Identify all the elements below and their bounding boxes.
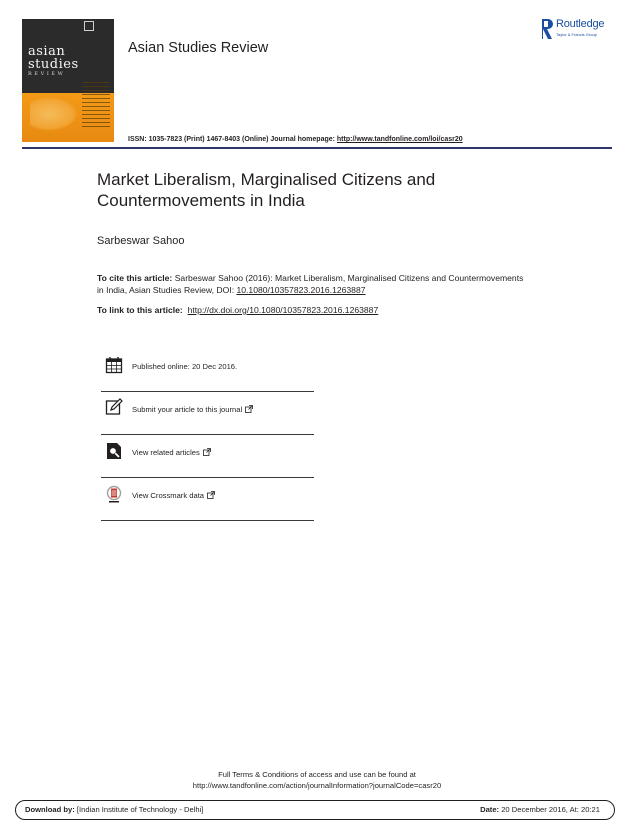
crossmark-label: View Crossmark data <box>132 491 205 500</box>
external-link-icon <box>207 491 215 499</box>
publisher-tagline: Taylor & Francis Group <box>556 32 597 37</box>
citation-doi-link[interactable]: 10.1080/10357823.2016.1263887 <box>236 285 366 295</box>
terms-notice <box>0 769 634 791</box>
download-label: Download by: <box>25 805 75 814</box>
download-value: [Indian Institute of Technology - Delhi] <box>74 805 204 814</box>
article-title-line-1: Market Liberalism, Marginalised Citizens and <box>97 170 436 189</box>
terms-line-1: Full Terms & Conditions of access and use can be found at <box>218 770 416 779</box>
article-title-line-2: Countermovements in India <box>97 191 305 210</box>
date-value: 20 December 2016, At: 20:21 <box>499 805 600 814</box>
cover-map-graphic <box>30 97 78 131</box>
date-label: Date: <box>480 805 500 814</box>
author-name: Sarbeswar Sahoo <box>97 235 185 247</box>
row-divider <box>101 520 314 521</box>
terms-url[interactable]: http://www.tandfonline.com/action/journalInformation?journalCode=casr20 <box>192 781 442 790</box>
cover-text-lines <box>82 79 110 127</box>
edit-icon <box>105 398 123 416</box>
citation-block <box>97 272 527 296</box>
download-date <box>480 805 600 814</box>
journal-title: Asian Studies Review <box>128 40 269 56</box>
cover-word-studies: studies <box>28 57 79 72</box>
cover-word-asian: asian <box>28 44 66 59</box>
cover-word-review: REVIEW <box>28 71 66 77</box>
search-document-icon <box>105 442 123 460</box>
publisher-logo <box>541 17 617 41</box>
crossmark-icon <box>105 485 123 503</box>
submit-article-link[interactable] <box>132 405 253 414</box>
related-articles-link[interactable] <box>132 448 211 457</box>
external-link-icon <box>245 405 253 413</box>
article-link-line <box>97 305 378 315</box>
routledge-r-icon <box>541 19 553 39</box>
row-divider <box>101 477 314 478</box>
calendar-icon <box>105 356 123 374</box>
cover-volume-box <box>84 21 94 31</box>
crossmark-link[interactable] <box>132 491 215 500</box>
citation-label: To cite this article: <box>97 273 173 283</box>
submit-article-label: Submit your article to this journal <box>132 405 243 414</box>
related-articles-label: View related articles <box>132 448 200 457</box>
download-info-bar <box>15 800 615 820</box>
publisher-name: Routledge <box>556 18 605 30</box>
article-link-label: To link to this article: <box>97 305 183 315</box>
issn-line <box>128 136 463 143</box>
issn-label: ISSN: 1035-7823 (Print) 1467-8403 (Online) Journal homepage: <box>128 136 337 143</box>
journal-homepage-link[interactable]: http://www.tandfonline.com/loi/casr20 <box>336 136 463 143</box>
row-divider <box>101 434 314 435</box>
header-divider <box>22 147 612 149</box>
journal-cover-image <box>22 19 114 142</box>
published-online-text: Published online: 20 Dec 2016. <box>132 362 238 371</box>
article-title <box>97 169 537 211</box>
citation-text: Sarbeswar Sahoo (2016): Market Liberalism, Marginalised Citizens and Countermovements in India, Asian Studies Review, DOI: <box>97 273 524 295</box>
download-by <box>25 805 203 814</box>
article-doi-url[interactable]: http://dx.doi.org/10.1080/10357823.2016.1263887 <box>187 305 379 315</box>
external-link-icon <box>203 448 211 456</box>
row-divider <box>101 391 314 392</box>
